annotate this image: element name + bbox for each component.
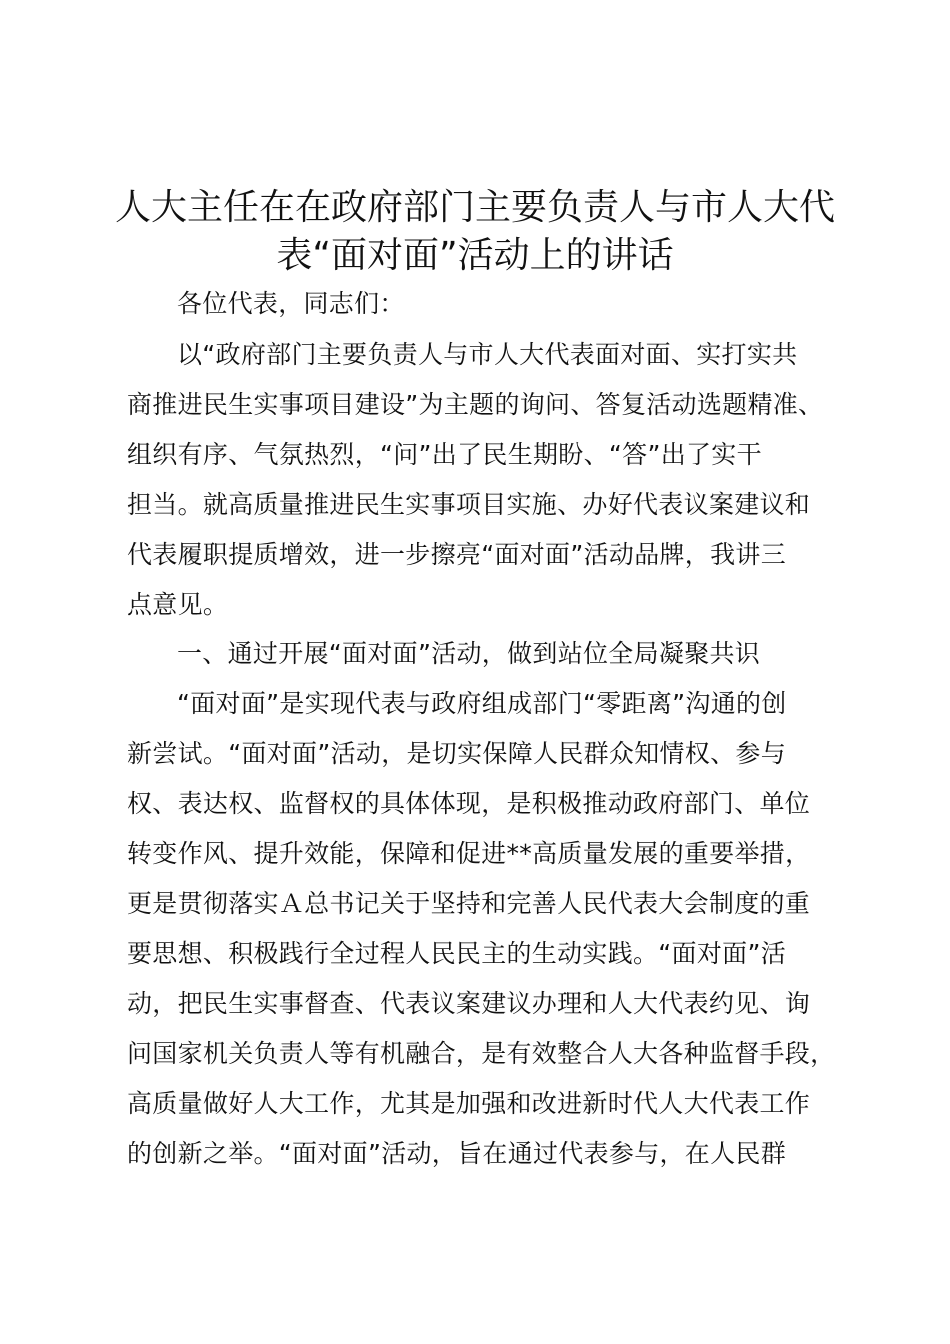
document-title-line-1: 人大主任在在政府部门主要负责人与市人大代 bbox=[114, 187, 835, 228]
body-line: “面对面”是实现代表与政府组成部门“零距离”沟通的创 bbox=[177, 689, 787, 718]
body-line: 商推进民生实事项目建设”为主题的询问、答复活动选题精准、 bbox=[127, 390, 824, 419]
body-line: 的创新之举。“面对面”活动，旨在通过代表参与，在人民群 bbox=[127, 1139, 787, 1168]
body-line: 以“政府部门主要负责人与市人大代表面对面、实打实共 bbox=[177, 340, 798, 369]
body-line: 更是贯彻落实Ａ总书记关于坚持和完善人民代表大会制度的重 bbox=[127, 889, 811, 918]
body-line: 高质量做好人大工作，尤其是加强和改进新时代人大代表工作 bbox=[127, 1089, 811, 1118]
body-line: 代表履职提质增效，进一步擦亮“面对面”活动品牌，我讲三 bbox=[127, 540, 787, 569]
body-line: 转变作风、提升效能，保障和促进**高质量发展的重要举措， bbox=[127, 839, 811, 868]
salutation: 各位代表，同志们： bbox=[177, 289, 405, 318]
body-line: 问国家机关负责人等有机融合，是有效整合人大各种监督手段， bbox=[127, 1039, 836, 1068]
body-line: 担当。就高质量推进民生实事项目实施、办好代表议案建议和 bbox=[127, 490, 811, 519]
document-title-line-2: 表“面对面”活动上的讲话 bbox=[276, 235, 674, 276]
body-line: 组织有序、气氛热烈，“问”出了民生期盼、“答”出了实干 bbox=[127, 440, 762, 469]
body-line: 要思想、积极践行全过程人民民主的生动实践。“面对面”活 bbox=[127, 939, 787, 968]
body-line: 新尝试。“面对面”活动，是切实保障人民群众知情权、参与 bbox=[127, 739, 787, 768]
body-line: 权、表达权、监督权的具体体现，是积极推动政府部门、单位 bbox=[127, 789, 811, 818]
body-line: 动，把民生实事督查、代表议案建议办理和人大代表约见、询 bbox=[127, 989, 811, 1018]
body-line: 点意见。 bbox=[127, 590, 229, 619]
section-heading: 一、通过开展“面对面”活动，做到站位全局凝聚共识 bbox=[177, 639, 761, 668]
